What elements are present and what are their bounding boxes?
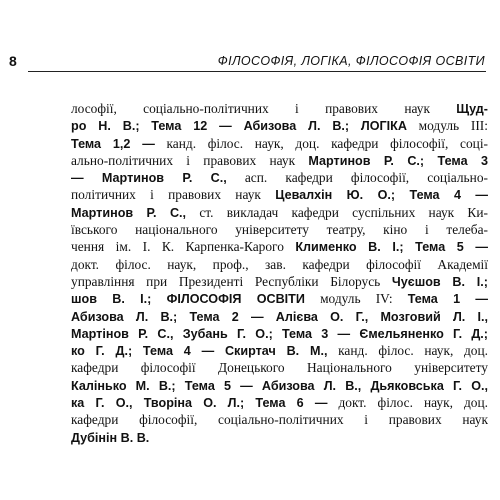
text-segment: канд. філос. наук, доц. [327,343,488,359]
text-segment: модуль ІІІ: [406,118,488,134]
text-line [71,411,488,428]
bold-name-segment: Клименко В. І.; Тема 5 — [295,240,488,255]
text-segment: модуль IV: [304,291,408,307]
text-segment: докт. філос. наук, проф., зав. кафедри філософії Академії [71,256,488,272]
text-line [71,221,488,238]
bold-name-segment: Цевалхін Ю. О.; Тема 4 — [275,188,488,203]
text-segment: ївського національного університету театру, кіно і телеба- [71,222,488,238]
bold-name-segment: Тема 1,2 — [71,136,155,151]
bold-name-segment: Мартинов Р. С., [71,205,187,220]
text-segment [140,118,152,133]
text-line [71,186,488,203]
bold-name-segment: ЛОГІКА [360,119,407,134]
bold-name-segment: шов В. І.; ФІЛОСОФІЯ ОСВІТИ [71,292,305,307]
bold-name-segment: ко Г. Д.; Тема 4 — Скиртач В. М., [71,344,328,359]
text-segment: чення ім. І. К. Карпенка-Карого [71,239,296,255]
text-segment: лософії, соціально-політичних і правових наук [71,101,457,116]
text-segment: ст. викладач кафедри суспільних наук Ки- [186,204,488,220]
text-line [71,394,488,411]
text-line [71,204,488,221]
text-line [71,273,488,290]
text-line [71,238,488,255]
text-line [71,256,488,273]
bold-name-segment: Щуд- [456,102,488,116]
bold-name-segment: ро Н. В.; [71,119,140,134]
text-line [71,169,488,186]
bold-name-segment: Дубінін В. В. [71,430,150,445]
text-line [71,377,488,394]
page-number: 8 [9,53,17,69]
bold-name-segment: Мартинов Р. С.; Тема 3 [308,153,488,168]
text-segment [349,118,361,133]
text-line [71,325,488,342]
bold-name-segment: Тема 1 — [407,292,488,307]
text-line [71,308,488,325]
bold-name-segment: Мартінов Р. С., Зубань Г. О.; Тема 3 — Ємельяненко Г. Д.; [71,326,488,341]
text-segment: докт. філос. наук, доц. [327,395,488,411]
text-line [71,290,488,307]
text-line [71,135,488,152]
text-line [71,117,488,134]
body-paragraph [71,100,488,446]
bold-name-segment: Тема 12 — Абизова Л. В.; [151,119,350,134]
text-segment: канд. філос. наук, доц. кафедри філософії, соці- [154,135,488,151]
text-segment: кафедри філософії, соціально-політичних і правових наук [71,412,488,428]
header-divider [28,71,486,72]
text-segment: управління при Президенті Республіки Білорусь [71,273,392,289]
text-line [71,152,488,169]
bold-name-segment: — Мартинов Р. С., [71,171,227,186]
bold-name-segment: ка Г. О., Творіна О. Л.; Тема 6 — [71,396,328,411]
text-line [71,359,488,376]
bold-name-segment: Чуєшов В. І.; [391,274,488,289]
running-head-title: ФІЛОСОФІЯ, ЛОГІКА, ФІЛОСОФІЯ ОСВІТИ [217,54,485,68]
text-segment: політичних і правових наук [71,187,276,203]
bold-name-segment: Калінько М. В.; Тема 5 — Абизова Л. В., Дьяковська Г. О., [71,378,488,393]
text-line [71,100,488,117]
text-segment: кафедри філософії Донецького Національного університету [71,360,488,376]
text-line [71,342,488,359]
text-line [71,429,488,446]
text-segment: ально-політичних і правових наук [71,152,309,168]
text-segment: асп. кафедри філософії, соціально- [226,170,488,186]
bold-name-segment: Абизова Л. В.; Тема 2 — Алієва О. Г., Мозговий Л. І., [71,309,488,324]
